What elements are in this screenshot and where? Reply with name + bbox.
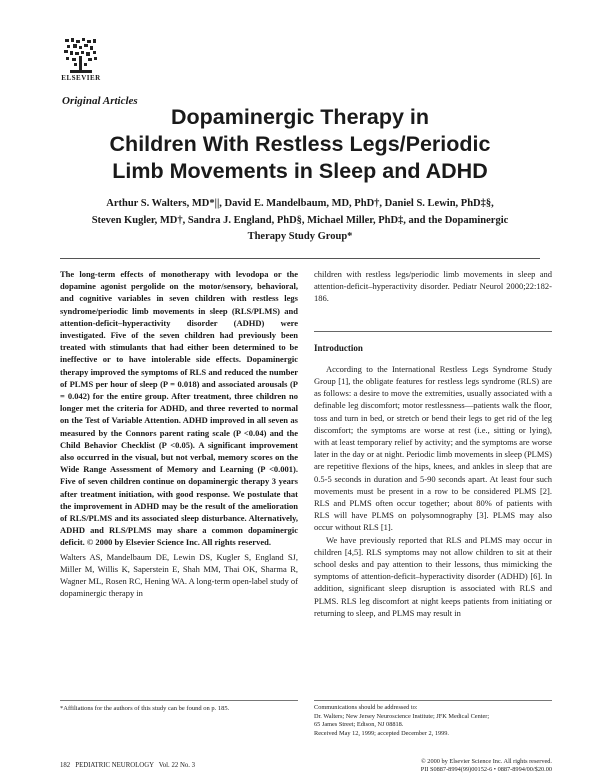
footnote-divider bbox=[60, 700, 298, 701]
author-line: Steven Kugler, MD†, Sandra J. England, PhD§, Michael Miller, PhD‡, and the Dopaminergic bbox=[91, 214, 509, 226]
article-title bbox=[60, 104, 540, 185]
correspondence-line: 65 James Street; Edison, NJ 08818. bbox=[314, 721, 404, 729]
right-column bbox=[314, 268, 552, 619]
correspondence-line: Dr. Walters; New Jersey Neuroscience Institute; JFK Medical Center; bbox=[314, 712, 490, 720]
introduction-paragraph: We have previously reported that RLS and PLMS may occur in children [4,5]. RLS symptoms may not allow children to sit at their school desks and pay attention to their lessons, thus mimicking the symptoms of attention-deficit–hyperactivity disorder (ADHD) [6]. In addition, significant sleep disruption is associated with RLS and PLMS. RLS leg discomfort at night keeps patients from initiating or returning to sleep, and PLMS may result in bbox=[314, 534, 552, 618]
correspondence-line: Communications should be addressed to: bbox=[314, 704, 418, 711]
correspondence-divider bbox=[314, 700, 552, 701]
author-line: Arthur S. Walters, MD*||, David E. Mandelbaum, MD, PhD†, Daniel S. Lewin, PhD‡§, bbox=[106, 198, 494, 209]
copyright-line: © 2000 by Elsevier Science Inc. All rights reserved. bbox=[420, 758, 552, 765]
correspondence-line: Received May 12, 1999; accepted December 2, 1999. bbox=[314, 729, 449, 737]
correspondence-block bbox=[314, 704, 552, 738]
title-line: Limb Movements in Sleep and ADHD bbox=[112, 159, 488, 183]
section-divider bbox=[314, 331, 552, 332]
author-line: Therapy Study Group* bbox=[247, 231, 353, 242]
introduction-heading: Introduction bbox=[314, 342, 363, 353]
journal-footer: 182 PEDIATRIC NEUROLOGY Vol. 22 No. 3 bbox=[60, 762, 196, 769]
left-column bbox=[60, 268, 298, 599]
section-label: Original Articles bbox=[62, 95, 138, 107]
publisher-logo-text: ELSEVIER bbox=[61, 74, 101, 82]
affiliation-footnote: *Affiliations for the authors of this study can be found on p. 185. bbox=[60, 705, 230, 712]
header-divider bbox=[60, 258, 540, 259]
abstract-text: The long-term effects of monotherapy with levodopa or the dopamine agonist pergolide on the motor/sensory, behavioral, and cognitive variables in seven children with restless legs syndrome/periodic limb movements in sleep (RLS/PLMS) and attention-deficit–hyperactivity disorder (ADHD) were investigated. Five of the seven children had previously been treated with stimulants that had either been determined to be ineffective or to have intolerable side effects. Dopaminergic therapy improved the symptoms of RLS and reduced the number of PLMS per hour of sleep (P = 0.018) and associated arousals (P = 0.042) for the entire group. After treatment, three children no longer met the criteria for ADHD, and three reverted to normal on the Test of Variable Attention. ADHD improved in all seven as measured by the Connors parent rating scale (P <0.04) and the Child Behavior Checklist (P <0.05). A significant improvement also occurred in the visual, but not verbal, memory scores on the Wide Range Assessment of Memory and Learning (P <0.001). Five of seven children continue on dopaminergic therapy 3 years after treatment initiation, with good response. We postulate that the improvement in ADHD may be the result of the amelioration of RLS/PLMS and its associated sleep disturbance. Alternatively, ADHD and RLS/PLMS may share a common dopaminergic deficit. © 2000 by Elsevier Science Inc. All rights reserved. bbox=[60, 269, 298, 548]
introduction-paragraph: According to the International Restless Legs Syndrome Study Group [1], the obligate features for restless legs syndrome (RLS) are as follows: a desire to move the extremities, usually associated with a definable leg discomfort; motor restlessness—patients walk the floor, toss and turn in bed, or stretch or bend their legs to get rid of the leg discomfort; the symptoms are worse at rest (i.e., sitting or lying), with at least temporary relief by activity; and the symptoms are worse later in the day or at night. Periodic limb movements in sleep (PLMS) are repetitive flexions of the hips, knees, and ankles in sleep that are 0.5-5 seconds in duration and 5-90 seconds apart. At least four such movements must be present in a row to be considered PLMS [2]. RLS and PLMS often occur together; about 80% of patients with RLS will have PLMS on polysomnography [3]. PLMS may also occur without RLS [1]. bbox=[314, 363, 552, 533]
abstract bbox=[60, 268, 298, 549]
elsevier-tree-logo bbox=[62, 36, 100, 76]
author-list bbox=[60, 196, 540, 246]
citation-continuation: children with restless legs/periodic limb movements in sleep and attention-deficit–hyperactivity disorder. Pediatr Neurol 2000;22:182-186. bbox=[314, 269, 552, 304]
citation-text: Walters AS, Mandelbaum DE, Lewin DS, Kugler S, England SJ, Miller M, Willis K, Saperstein E, Shah MM, Thai OK, Sharma R, Wagner ML, Rosen RC, Hening WA. A long-term open-label study of dopaminergic therapy in bbox=[60, 551, 298, 599]
pii-line: PII S0887-8994(99)00152-6 • 0887-8994/00/$20.00 bbox=[420, 766, 552, 773]
title-line: Children With Restless Legs/Periodic bbox=[109, 132, 491, 156]
title-line: Dopaminergic Therapy in bbox=[170, 105, 430, 129]
copyright-footer bbox=[314, 758, 552, 774]
citation-block bbox=[60, 551, 298, 600]
